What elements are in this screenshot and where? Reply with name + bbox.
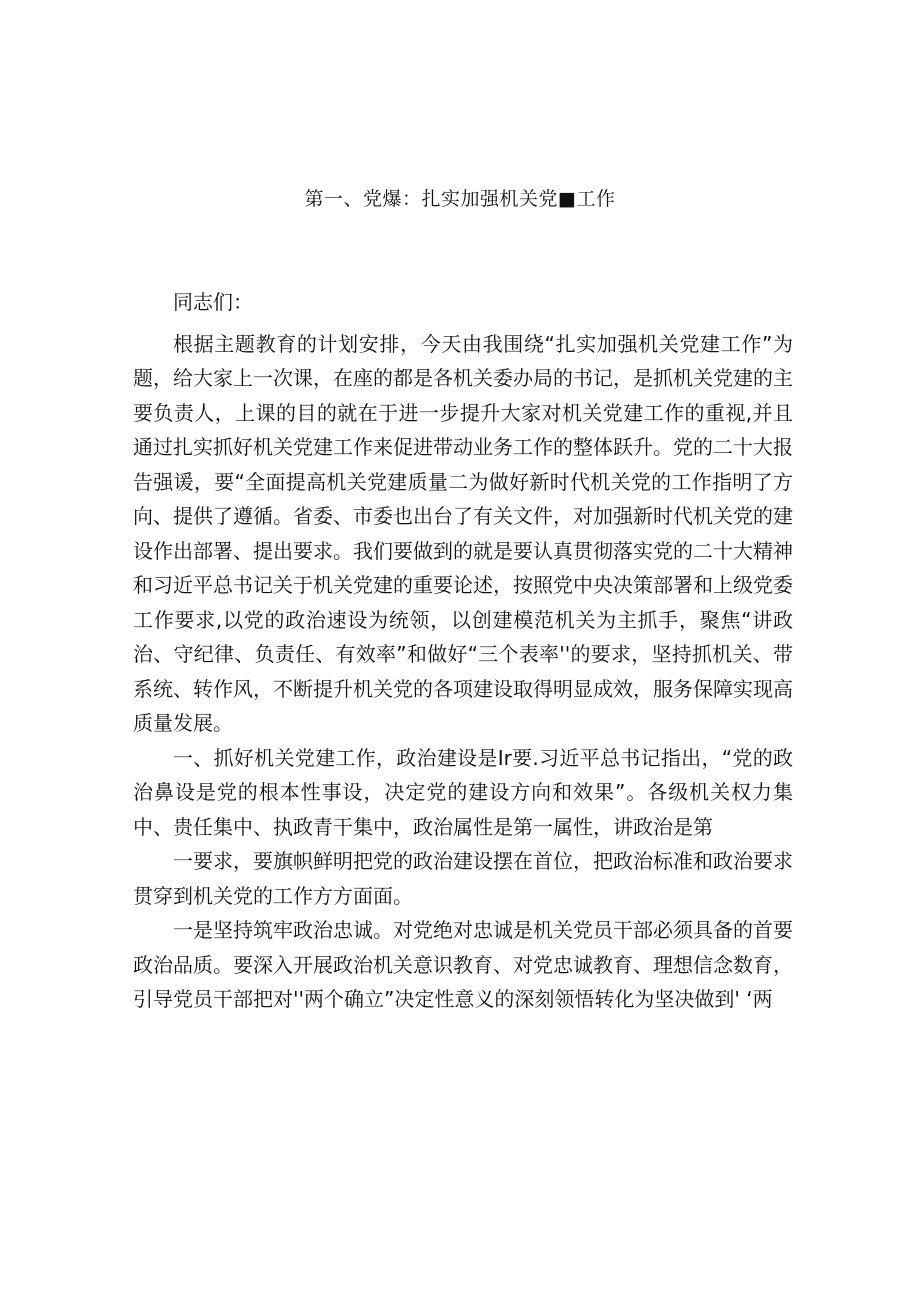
paragraph-first-requirement: 一要求，要旗帜鲜明把党的政治建设摆在首位，把政治标准和政治要求贯穿到机关党的工作方方面面。 [133,849,793,908]
paragraph-point-one: 一是坚持筑牢政治忠诚。对党绝对忠诚是机关党员干部必须具备的首要政治品质。要深入开展政治机关意识教育、对党忠诚教育、理想信念数育，引导党员干部把对''两个确立”决定性意义的深刻领悟转化为坚决做到' ‘两 [133,918,793,1011]
paragraph-intro: 根据主题教育的计划安排，今天由我围绕“扎实加强机关党建工作”为题，给大家上一次课，在座的都是各机关委办局的书记，是抓机关党建的主要负责人，上课的目的就在于进一步提升大家对机关党建工作的重视,并且通过扎实抓好机关党建工作来促进带动业务工作的整体跃升。党的二十大报告强谖，要“全面提高机关党建质量二为做好新时代机关党的工作指明了方向、提供了遵循。省委、市委也出台了有关文件，对加强新时代机关党的建设作出部署、提出要求。我们要做到的就是要认真贯彻落实党的二十大精神和习近平总书记关于机关党建的重要论述，按照党中央决策部署和上级党委工作要求,以党的政治速设为统领，以创建模范机关为主抓手，聚焦“讲政治、守纪律、负责任、有效率”和做好“三个表率''的要求，坚持抓机关、带系统、转作风，不断提升机关党的各项建设取得明显成效，服务保障实现高质量发展。 [133,331,793,735]
paragraph-section-one: 一、抓好机关党建工作，政治建设是Ir要.习近平总书记指出，“党的政治鼻设是党的根本性事设，决定党的建设方向和效果”。各级机关权力集中、贵任集中、执政青干集中，政治属性是第一属性，讲政治是第 [133,745,793,839]
salutation: 同志们： [173,290,253,314]
document-title: 第一、党爆：扎实加强机关党■工作 [304,188,616,210]
document-body [133,285,793,1017]
